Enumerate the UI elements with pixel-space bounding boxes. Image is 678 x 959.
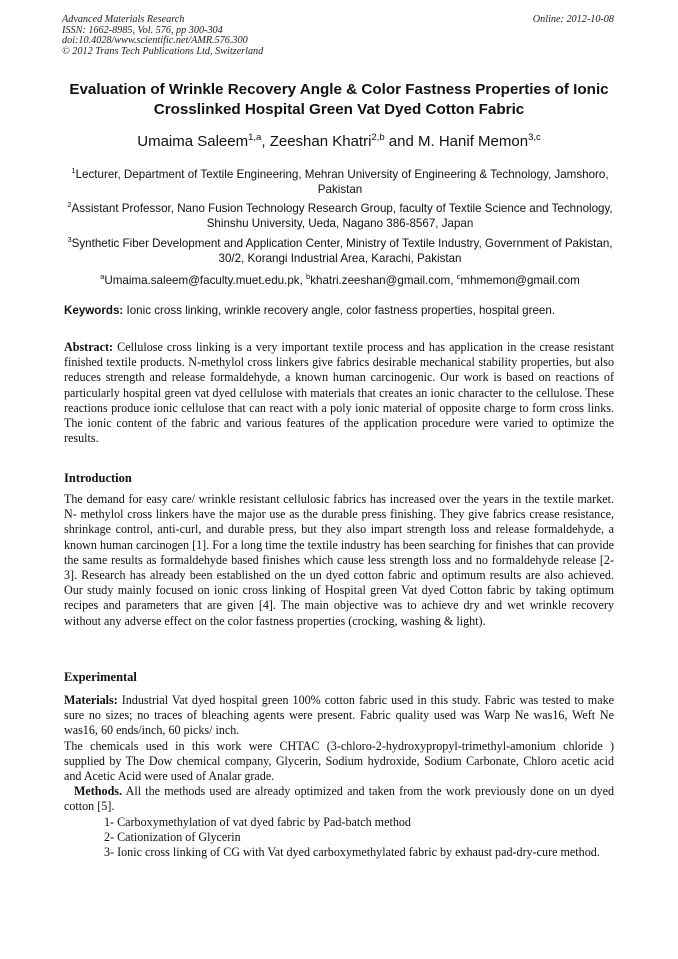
affiliation (66, 197, 614, 232)
issn-line: ISSN: 1662-8985, Vol. 576, pp 300-304 (62, 24, 223, 36)
materials-paragraph (64, 693, 614, 739)
paper-title: Evaluation of Wrinkle Recovery Angle & Color Fastness Properties of Ionic Crosslinked Hospital Green Vat Dyed Cotton Fabric (69, 81, 609, 118)
affiliation-text: Assistant Professor, Nano Fusion Technology Research Group, faculty of Textile Science and Technology, Shinshu University, Ueda, Nagano 386-8567, Japan (71, 201, 613, 231)
author-name: Umaima Saleem (137, 133, 249, 150)
chemicals-paragraph: The chemicals used in this work were CHTAC (3-chloro-2-hydroxypropyl-trimethyl-amonium chloride ) supplied by The Dow chemical company, Glycerin, Sodium hydroxide, Sodium Carbonate, Chloro acetic acid and Acetic Acid were used of Analar grade. (64, 738, 614, 784)
abstract-label: Abstract: (64, 340, 114, 354)
email-sup: a (100, 272, 105, 281)
affiliation (66, 232, 614, 267)
copyright-line: © 2012 Trans Tech Publications Ltd, Switzerland (62, 45, 264, 57)
affiliation-text: Synthetic Fiber Development and Application Center, Ministry of Textile Industry, Government of Pakistan, 30/2, Korangi Industrial Area, Karachi, Pakistan (71, 236, 613, 266)
journal-name: Advanced Materials Research (62, 14, 185, 25)
author-name: Zeeshan Khatri (269, 133, 372, 150)
affiliation-sup: 3 (67, 235, 72, 244)
keywords-text: Ionic cross linking, wrinkle recovery angle, color fastness properties, hospital green. (126, 304, 556, 317)
author-name: M. Hanif Memon (418, 133, 529, 150)
materials-text: Industrial Vat dyed hospital green 100% cotton fabric used in this study. Fabric was tested to make sure no sizes; no traces of bleaching agents were present. Fabric quality used was Warp Ne was16, Weft Ne was16, 60 ends/inch, 60 picks/ inch. (64, 693, 614, 738)
affiliation (66, 163, 614, 198)
method-step: 2- Cationization of Glycerin (104, 829, 241, 844)
email-separator: , (299, 273, 307, 287)
affiliation-text: Lecturer, Department of Textile Engineering, Mehran University of Engineering & Technology, Jamshoro, Pakistan (75, 167, 609, 197)
author-separator: and (384, 133, 419, 150)
methods-label: Methods. (74, 784, 123, 799)
experimental-heading: Experimental (64, 670, 137, 684)
author-sup: 2,b (371, 132, 385, 143)
abstract (64, 340, 614, 446)
journal-header (62, 15, 263, 57)
online-date: Online: 2012-10-08 (532, 14, 614, 25)
email-address[interactable]: khatri.zeeshan@gmail.com (310, 273, 451, 287)
email-sup: c (456, 272, 461, 281)
method-step: 3- Ionic cross linking of CG with Vat dyed carboxymethylated fabric by exhaust pad-dry-cure method. (104, 845, 600, 860)
doi-line: doi:10.4028/www.scientific.net/AMR.576.300 (62, 35, 248, 47)
email-line (66, 269, 614, 288)
author-sup: 3,c (528, 132, 541, 143)
methods-text: All the methods used are already optimized and taken from the work previously done on un dyed cotton [5]. (64, 784, 615, 814)
author-list (60, 128, 618, 152)
experimental-body (64, 693, 614, 860)
introduction-heading: Introduction (64, 471, 132, 485)
materials-label: Materials: (64, 693, 118, 707)
method-step: 1- Carboxymethylation of vat dyed fabric by Pad-batch method (104, 814, 411, 829)
author-sup: 1,a (248, 132, 262, 143)
keywords-label: Keywords: (64, 304, 124, 317)
introduction-text: The demand for easy care/ wrinkle resistant cellulosic fabrics has increased over the years in the textile market. N- methylol cross linkers have the major use as the durable press finishing. They give fabrics crease resistance, shrinkage control, anti-curl, and durable press, but they also impart strength loss and release formaldehyde, a known human carcinogen [1]. For a long time the textile industry has been searching for finishes that can provide the same results as formaldehyde based finishes which cause less strength loss and no formaldehyde release [2-3]. Research has already been established on the un dyed cotton fabric and optimum results are also achieved. Our study mainly focused on ionic cross linking of Hospital green Vat dyed Cotton fabric by taking optimum recipes and parameters that are given [4]. The main objective was to achieve dry and wet wrinkle recovery without any adverse effect on the color fastness properties (crocking, washing & light). (64, 492, 614, 628)
methods-paragraph (64, 784, 614, 814)
email-address[interactable]: Umaima.saleem@faculty.muet.edu.pk (104, 273, 300, 287)
affiliation-sup: 1 (71, 166, 76, 175)
abstract-text: Cellulose cross linking is a very important textile process and has application in the crease resistant finished textile products. N-methylol cross linkers give fabrics desirable mechanical stability properties, but also reduces strength and release formaldehyde, a known human carcinogenic. Our work is based on reactions of particularly hospital green vat dyed cellulose with materials that creates an ionic character to the cellulose. These reactions produce ionic cellulose that can react with a poly ionic material of opposite charge to form cross links. The ionic content of the fabric and various features of the application procedure were varied to optimize the results. (64, 340, 614, 446)
email-sup: b (306, 272, 311, 281)
keywords (64, 303, 614, 318)
email-separator: , (450, 273, 457, 287)
author-separator: , (261, 133, 270, 150)
affiliation-sup: 2 (67, 200, 72, 209)
email-address[interactable]: mhmemon@gmail.com (460, 273, 580, 287)
